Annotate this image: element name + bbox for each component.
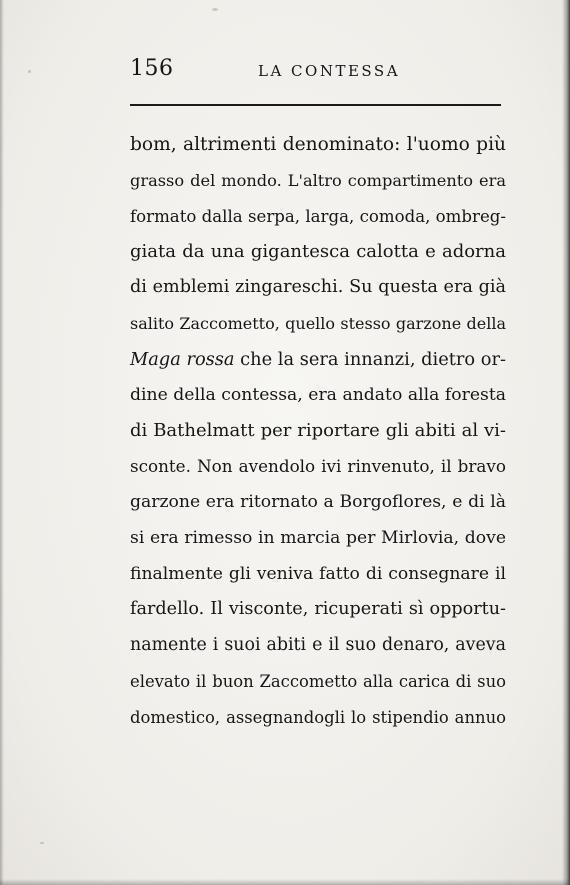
text-line: domestico, assegnandogli lo stipendio annuo: [130, 707, 506, 727]
text-line: elevato il buon Zaccometto alla carica di suo: [130, 671, 506, 691]
text-line-rest: che la sera innanzi, dietro or-: [234, 348, 506, 370]
body-text: [130, 127, 506, 736]
page-left-shadow: [0, 0, 4, 885]
text-line: salito Zaccometto, quello stesso garzone della: [130, 313, 506, 333]
text-line: si era rimesso in marcia per Mirlovia, dove: [130, 527, 506, 548]
page-number: 156: [130, 56, 174, 81]
paper-speck: [28, 70, 31, 73]
italic-title: Maga rossa: [130, 348, 235, 370]
text-line: fardello. Il visconte, ricuperati sì opportu-: [130, 599, 506, 620]
text-line: formato dalla serpa, larga, comoda, ombreg-: [130, 206, 506, 226]
text-line: grasso del mondo. L'altro compartimento era: [130, 170, 506, 190]
text-line: di Bathelmatt per riportare gli abiti al vi-: [130, 420, 506, 442]
text-line: dine della contessa, era andato alla foresta: [130, 384, 506, 405]
paper-speck: [40, 842, 44, 844]
page-right-shadow: [562, 0, 570, 885]
text-line: sconte. Non avendolo ivi rinvenuto, il bravo: [130, 456, 506, 477]
text-line: di emblemi zingareschi. Su questa era già: [130, 277, 506, 298]
paper-speck: [212, 8, 218, 11]
running-head: [130, 56, 500, 90]
page-bottom-shadow: [0, 879, 570, 885]
text-line: namente i suoi abiti e il suo denaro, aveva: [130, 635, 506, 656]
text-line: garzone era ritornato a Borgoflores, e di là: [130, 491, 506, 512]
header-rule: [130, 104, 501, 106]
text-line: bom, altrimenti denominato: l'uomo più: [130, 134, 506, 155]
running-title: LA CONTESSA: [258, 62, 401, 80]
text-line: [130, 342, 506, 378]
text-line: finalmente gli veniva fatto di consegnare il: [130, 563, 506, 584]
text-line: giata da una gigantesca calotta e adorna: [130, 241, 506, 263]
